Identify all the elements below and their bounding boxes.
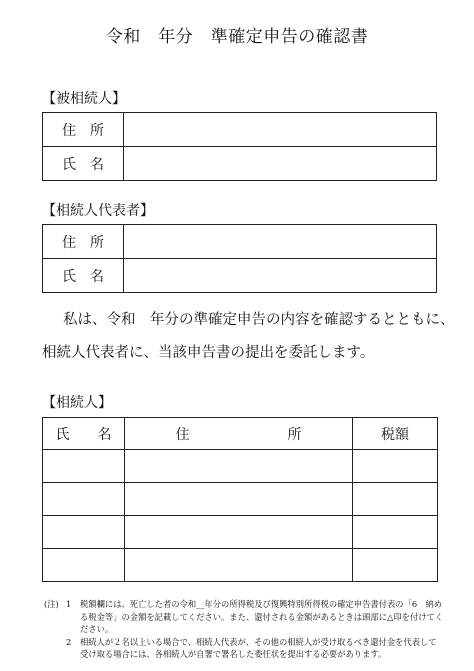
statement-line-1: 私は、令和 年分の準確定申告の内容を確認するとともに、	[63, 312, 455, 328]
decedent-name-field[interactable]	[124, 147, 437, 181]
decedent-heading: 【被相続人】	[42, 91, 126, 107]
heir-address-cell[interactable]	[125, 516, 353, 549]
heirs-row	[43, 516, 438, 549]
heir-name-cell[interactable]	[43, 516, 125, 549]
note-item	[44, 636, 444, 661]
heir-address-cell[interactable]	[125, 483, 353, 516]
note-number: 1	[66, 599, 72, 609]
heirs-header-row	[43, 418, 438, 450]
note-text: 税額欄には、死亡した者の令和__年分の所得税及び復興特別所得税の確定申告書付表の「6 納める税金等」の金額を記載してください。また、還付される金額があるときは頭部に△印を付けてください。	[80, 599, 444, 635]
notes-section	[44, 598, 444, 661]
heir-tax-cell[interactable]	[353, 516, 438, 549]
document-title: 令和 年分 準確定申告の確認書	[105, 27, 369, 47]
decedent-address-field[interactable]	[124, 113, 437, 147]
note-number: 2	[66, 636, 72, 647]
representative-table	[42, 224, 437, 293]
heirs-heading: 【相続人】	[42, 395, 112, 411]
decedent-address-label: 住 所	[43, 113, 124, 147]
decedent-name-row	[43, 147, 437, 181]
heirs-tax-header: 税額	[353, 418, 438, 450]
heir-name-cell[interactable]	[43, 549, 125, 582]
note-text: 相続人が２名以上いる場合で、相続人代表が、その他の相続人が受け取るべき還付金を代表して受け取る場合には、各相続人が自署で署名した委任状を提出する必要があります。	[80, 636, 437, 660]
notes-prefix: (注)	[44, 599, 59, 609]
heir-tax-cell[interactable]	[353, 483, 438, 516]
representative-name-label: 氏 名	[43, 259, 124, 293]
heir-tax-cell[interactable]	[353, 549, 438, 582]
heirs-row	[43, 483, 438, 516]
heirs-row	[43, 549, 438, 582]
heir-tax-cell[interactable]	[353, 450, 438, 483]
heirs-address-header: 住 所	[125, 418, 353, 450]
decedent-table	[42, 112, 437, 181]
heirs-name-header: 氏 名	[43, 418, 125, 450]
statement-line-2: 相続人代表者に、当該申告書の提出を委託します。	[42, 345, 375, 361]
representative-name-row	[43, 259, 437, 293]
note-item	[44, 598, 444, 636]
representative-address-row	[43, 225, 437, 259]
representative-heading: 【相続人代表者】	[42, 203, 154, 219]
representative-name-field[interactable]	[124, 259, 437, 293]
heir-name-cell[interactable]	[43, 450, 125, 483]
heir-address-cell[interactable]	[125, 450, 353, 483]
decedent-name-label: 氏 名	[43, 147, 124, 181]
heir-address-cell[interactable]	[125, 549, 353, 582]
representative-address-label: 住 所	[43, 225, 124, 259]
decedent-address-row	[43, 113, 437, 147]
heirs-row	[43, 450, 438, 483]
representative-address-field[interactable]	[124, 225, 437, 259]
heir-name-cell[interactable]	[43, 483, 125, 516]
heirs-table	[42, 417, 438, 582]
